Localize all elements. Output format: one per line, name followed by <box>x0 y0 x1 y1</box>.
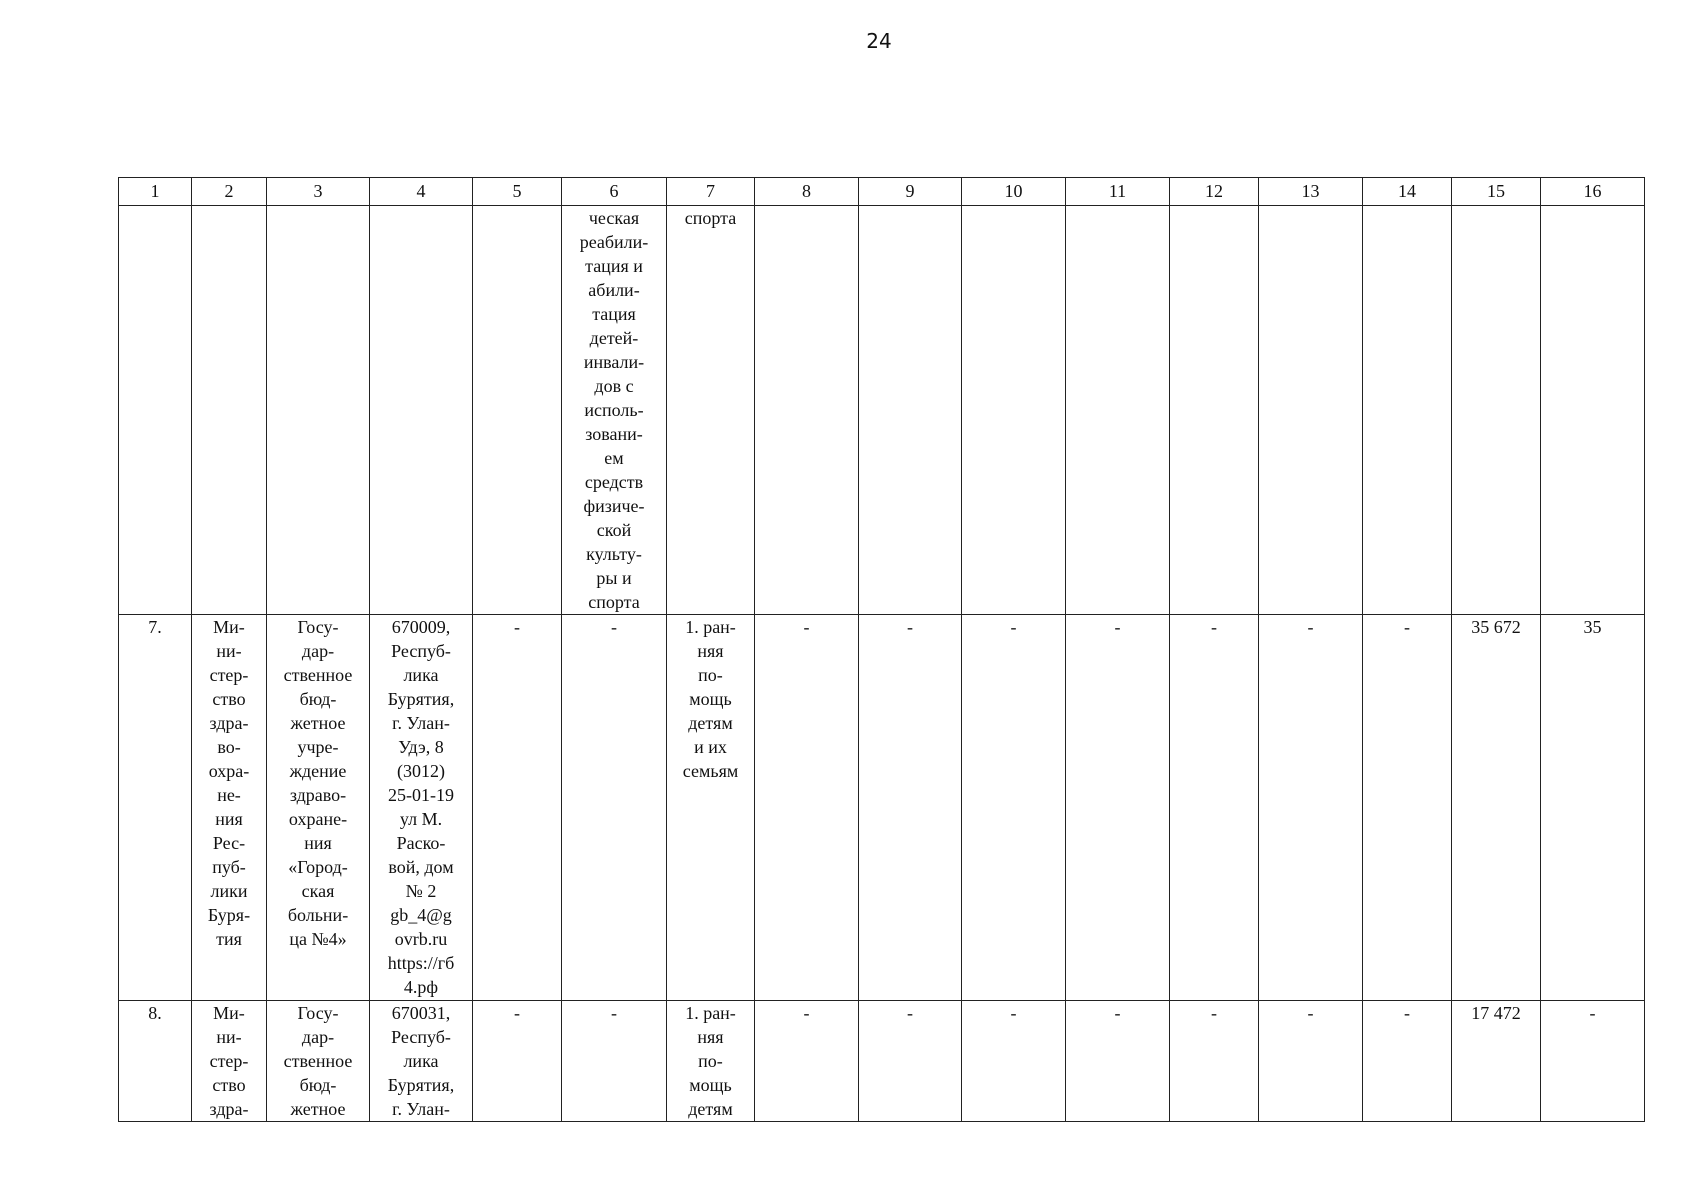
table-cell: 17 472 <box>1452 1001 1541 1122</box>
column-header: 4 <box>370 178 473 206</box>
table-row <box>119 1001 1645 1122</box>
column-header: 12 <box>1170 178 1259 206</box>
table-cell: Госу- дар- ственное бюд- жетное учре- ждение здраво- охране- ния «Город- ская больни- ца №4» <box>267 615 370 1001</box>
table-cell <box>1170 206 1259 615</box>
table-cell: - <box>1170 615 1259 1001</box>
table-cell: 35 672 <box>1452 615 1541 1001</box>
table-cell: - <box>1259 615 1363 1001</box>
table-cell <box>370 206 473 615</box>
table-cell: - <box>1066 1001 1170 1122</box>
table-cell: - <box>562 615 667 1001</box>
table-cell <box>267 206 370 615</box>
table-cell: - <box>1066 615 1170 1001</box>
table-cell: 7. <box>119 615 192 1001</box>
table-cell: Ми- ни- стер- ство здра- во- охра- не- ния Рес- пуб- лики Буря- тия <box>192 615 267 1001</box>
column-header: 3 <box>267 178 370 206</box>
column-header: 15 <box>1452 178 1541 206</box>
table-cell: ческая реабили- тация и абили- тация детей- инвали- дов с исполь- зовани- ем средств физиче- ской культу- ры и спорта <box>562 206 667 615</box>
column-header: 2 <box>192 178 267 206</box>
column-header: 14 <box>1363 178 1452 206</box>
table-cell <box>859 206 962 615</box>
column-header: 1 <box>119 178 192 206</box>
table-cell: 670009, Респуб- лика Бурятия, г. Улан- Удэ, 8 (3012) 25-01-19 ул М. Раско- вой, дом № 2 gb_4@g ovrb.ru https://гб 4.рф <box>370 615 473 1001</box>
data-table <box>118 177 1645 1122</box>
table-cell: - <box>473 1001 562 1122</box>
table-cell: - <box>1363 1001 1452 1122</box>
table-cell: - <box>1259 1001 1363 1122</box>
column-header: 7 <box>667 178 755 206</box>
table-cell: 35 <box>1541 615 1645 1001</box>
table-cell: - <box>1363 615 1452 1001</box>
column-header: 10 <box>962 178 1066 206</box>
table-cell: 8. <box>119 1001 192 1122</box>
table-row <box>119 615 1645 1001</box>
table-cell: - <box>562 1001 667 1122</box>
page-number: 24 <box>866 29 892 53</box>
table-cell <box>1541 206 1645 615</box>
table-cell: - <box>859 1001 962 1122</box>
table-cell: 670031, Респуб- лика Бурятия, г. Улан- <box>370 1001 473 1122</box>
table-cell: спорта <box>667 206 755 615</box>
table-cell <box>755 206 859 615</box>
table-cell <box>192 206 267 615</box>
column-header: 9 <box>859 178 962 206</box>
table-cell: 1. ран- няя по- мощь детям <box>667 1001 755 1122</box>
table-cell: 1. ран- няя по- мощь детям и их семьям <box>667 615 755 1001</box>
column-header: 16 <box>1541 178 1645 206</box>
table-cell: - <box>962 1001 1066 1122</box>
column-header: 13 <box>1259 178 1363 206</box>
table-cell: - <box>859 615 962 1001</box>
table-cell: - <box>755 1001 859 1122</box>
table-cell <box>962 206 1066 615</box>
table-cell <box>1066 206 1170 615</box>
table-cell <box>473 206 562 615</box>
column-header: 6 <box>562 178 667 206</box>
table-row <box>119 206 1645 615</box>
table-cell: - <box>473 615 562 1001</box>
table-cell: - <box>1541 1001 1645 1122</box>
table-cell: Ми- ни- стер- ство здра- <box>192 1001 267 1122</box>
table-cell <box>1452 206 1541 615</box>
table-cell <box>1363 206 1452 615</box>
table-cell: - <box>962 615 1066 1001</box>
column-header: 8 <box>755 178 859 206</box>
header-row <box>119 178 1645 206</box>
table-cell: - <box>1170 1001 1259 1122</box>
table-cell <box>119 206 192 615</box>
column-header: 5 <box>473 178 562 206</box>
table-cell: Госу- дар- ственное бюд- жетное <box>267 1001 370 1122</box>
column-header: 11 <box>1066 178 1170 206</box>
table-cell: - <box>755 615 859 1001</box>
table-cell <box>1259 206 1363 615</box>
